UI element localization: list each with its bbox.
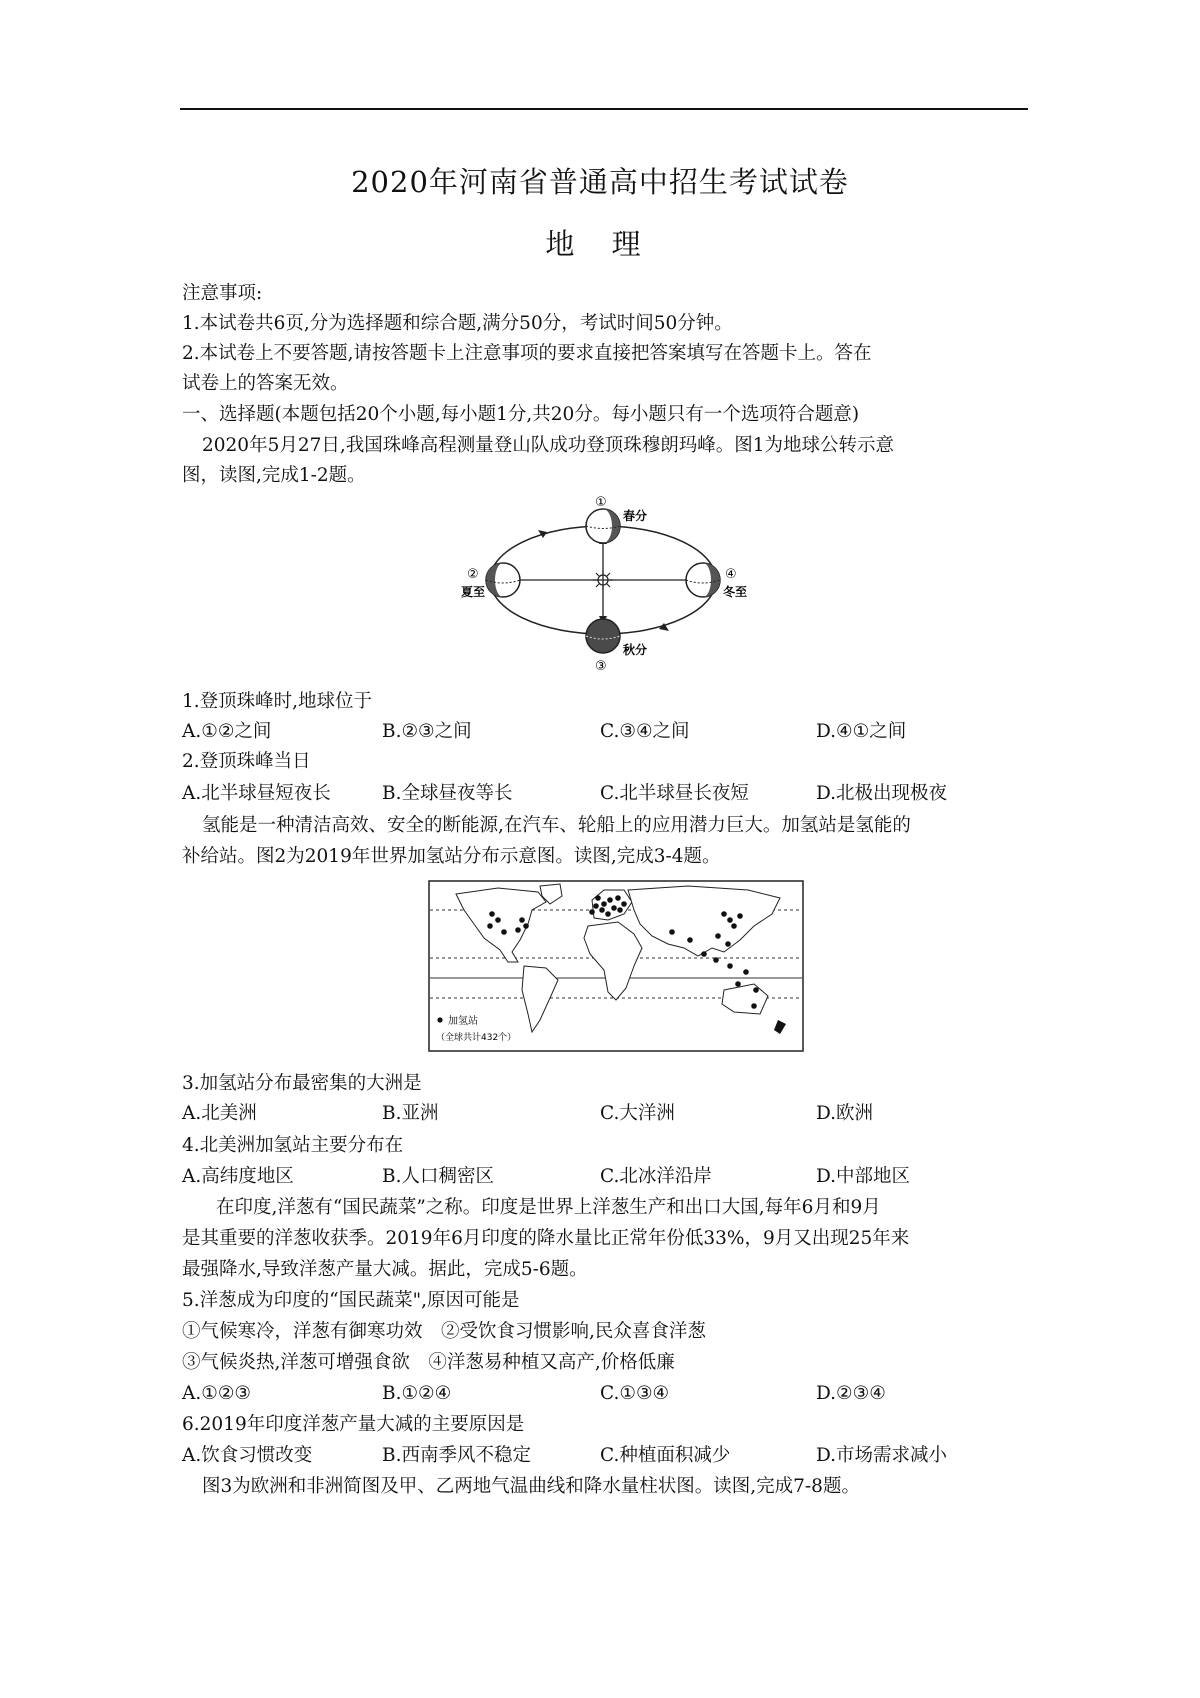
label-4: ④ (725, 567, 737, 582)
station-dot (735, 981, 741, 987)
earth-spring-globe (586, 509, 620, 543)
q6-option-c[interactable]: C.种植面积减少 (600, 1445, 731, 1466)
q4-option-d[interactable]: D.中部地区 (816, 1166, 911, 1187)
q4-option-c[interactable]: C.北冰洋沿岸 (600, 1166, 712, 1187)
q2-option-c[interactable]: C.北半球昼长夜短 (600, 783, 749, 804)
station-dot (487, 923, 493, 929)
q1-stem: 1.登顶珠峰时,地球位于 (182, 691, 373, 712)
station-dot (743, 969, 749, 975)
station-dot (523, 923, 529, 929)
q3-option-c[interactable]: C.大洋洲 (600, 1103, 675, 1124)
q2-option-a[interactable]: A.北半球昼短夜长 (182, 783, 331, 804)
legend-note: （全球共计432个） (436, 1033, 517, 1043)
station-dot (593, 903, 599, 909)
station-dot (727, 963, 733, 969)
station-dot (615, 895, 621, 901)
q1-option-d[interactable]: D.④①之间 (816, 721, 907, 742)
q1-option-b[interactable]: B.②③之间 (382, 721, 472, 742)
label-autumn: 秋分 (623, 643, 648, 657)
station-dot (495, 917, 501, 923)
station-dot (607, 897, 613, 903)
q2-stem: 2.登顶珠峰当日 (182, 751, 311, 772)
label-3: ③ (595, 659, 607, 672)
station-dot (599, 907, 605, 913)
q1-option-c[interactable]: C.③④之间 (600, 721, 690, 742)
q5-option-a[interactable]: A.①②③ (182, 1383, 251, 1404)
q6-option-a[interactable]: A.饮食习惯改变 (182, 1445, 313, 1466)
q2-option-d[interactable]: D.北极出现极夜 (816, 783, 948, 804)
q5-statement-2: ③气候炎热,洋葱可增强食欲 ④洋葱易种植又高产,价格低廉 (182, 1352, 675, 1373)
station-dot (727, 917, 733, 923)
label-winter: 冬至 (723, 585, 748, 599)
q5-stem: 5.洋葱成为印度的“国民蔬菜",原因可能是 (182, 1290, 520, 1311)
station-dot (589, 909, 595, 915)
q6-stem: 6.2019年印度洋葱产量大减的主要原因是 (182, 1414, 525, 1435)
q3-option-a[interactable]: A.北美洲 (182, 1103, 257, 1124)
station-dot (751, 1003, 757, 1009)
q3-stem: 3.加氢站分布最密集的大洲是 (182, 1073, 422, 1094)
notes-heading: 注意事项: (182, 283, 263, 304)
station-dot (713, 957, 719, 963)
passage-4-line-1: 图3为欧洲和非洲简图及甲、乙两地气温曲线和降水量柱状图。读图,完成7-8题。 (202, 1476, 860, 1497)
legend-dot (437, 1017, 442, 1022)
station-dot (595, 895, 601, 901)
q5-option-d[interactable]: D.②③④ (816, 1383, 886, 1404)
station-dot (501, 929, 507, 935)
q4-option-a[interactable]: A.高纬度地区 (182, 1166, 294, 1187)
top-rule (180, 108, 1028, 110)
orbit-arrow-icon (538, 530, 547, 538)
passage-1-line-1: 2020年5月27日,我国珠峰高程测量登山队成功登顶珠穆朗玛峰。图1为地球公转示意 (202, 435, 895, 456)
station-dot (515, 927, 521, 933)
earth-winter-globe (686, 563, 720, 597)
q5-option-c[interactable]: C.①③④ (600, 1383, 670, 1404)
q2-option-b[interactable]: B.全球昼夜等长 (382, 783, 513, 804)
q1-option-a[interactable]: A.①②之间 (182, 721, 272, 742)
station-dot (621, 901, 627, 907)
q3-option-b[interactable]: B.亚洲 (382, 1103, 439, 1124)
station-dot (605, 911, 611, 917)
label-summer: 夏至 (461, 585, 486, 599)
station-dot (731, 923, 737, 929)
label-1: ① (595, 495, 607, 510)
hydrogen-station-world-map (428, 880, 804, 1052)
passage-3-line-1: 在印度,洋葱有“国民蔬菜”之称。印度是世界上洋葱生产和出口大国,每年6月和9月 (216, 1197, 881, 1218)
passage-3-line-3: 最强降水,导致洋葱产量大减。据此，完成5-6题。 (182, 1259, 588, 1280)
station-dot (715, 933, 721, 939)
notes-item-2b: 试卷上的答案无效。 (182, 373, 349, 394)
label-spring: 春分 (623, 509, 648, 523)
station-dot (753, 987, 759, 993)
station-dot (489, 911, 495, 917)
earth-summer-globe (486, 563, 520, 597)
q4-stem: 4.北美洲加氢站主要分布在 (182, 1135, 404, 1156)
earth-revolution-figure (455, 492, 755, 672)
legend-label: 加氢站 (448, 1016, 478, 1027)
q4-option-b[interactable]: B.人口稠密区 (382, 1166, 494, 1187)
page-title: 2020年河南省普通高中招生考试试卷 (351, 165, 849, 199)
earth-autumn-globe (586, 619, 620, 653)
notes-item-2a: 2.本试卷上不要答题,请按答题卡上注意事项的要求直接把答案填写在答题卡上。答在 (182, 343, 872, 364)
station-dot (737, 913, 743, 919)
q6-option-d[interactable]: D.市场需求减小 (816, 1445, 948, 1466)
passage-2-line-2: 补给站。图2为2019年世界加氢站分布示意图。读图,完成3-4题。 (182, 846, 721, 867)
station-dot (611, 905, 617, 911)
q5-statement-1: ①气候寒冷，洋葱有御寒功效 ②受饮食习惯影响,民众喜食洋葱 (182, 1321, 706, 1342)
station-dot (519, 917, 525, 923)
station-dot (617, 907, 623, 913)
q5-option-b[interactable]: B.①②④ (382, 1383, 452, 1404)
station-dot (725, 941, 731, 947)
station-dot (687, 937, 693, 943)
passage-3-line-2: 是其重要的洋葱收获季。2019年6月印度的降水量比正常年份低33%，9月又出现25年来 (182, 1228, 910, 1249)
notes-item-1: 1.本试卷共6页,分为选择题和综合题,满分50分，考试时间50分钟。 (182, 313, 733, 334)
station-dot (701, 951, 707, 957)
label-2: ② (467, 567, 479, 582)
station-dot (601, 901, 607, 907)
station-dot (669, 929, 675, 935)
q6-option-b[interactable]: B.西南季风不稳定 (382, 1445, 531, 1466)
passage-2-line-1: 氢能是一种清洁高效、安全的断能源,在汽车、轮船上的应用潜力巨大。加氢站是氢能的 (202, 815, 911, 836)
q3-option-d[interactable]: D.欧洲 (816, 1103, 874, 1124)
passage-1-line-2: 图，读图,完成1-2题。 (182, 465, 366, 486)
subject-title: 地 理 (545, 227, 655, 261)
section-heading: 一、选择题(本题包括20个小题,每小题1分,共20分。每小题只有一个选项符合题意) (182, 404, 860, 425)
station-dot (721, 911, 727, 917)
